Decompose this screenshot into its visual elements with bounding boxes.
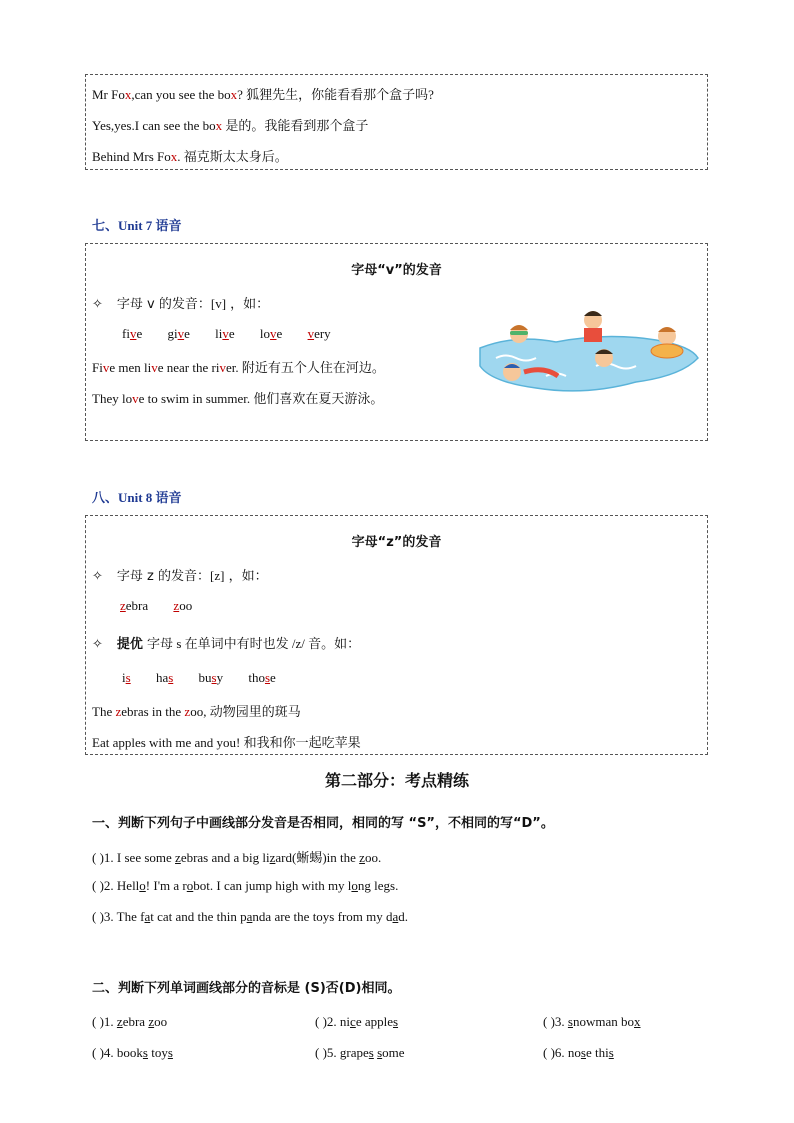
unit8-tip: ✧ 提优 字母 s 在单词中有时也发 /z/ 音。如： <box>92 636 361 652</box>
question1-item-1: ( )1. I see some zebras and a big lizard(蜥蜴)in the zoo. <box>92 850 382 865</box>
unit8-example-list <box>122 670 298 686</box>
unit8-sentence-1: The zebras in the zoo, 动物园里的斑马 <box>92 704 301 719</box>
question2-item-3: ( )3. snowman box <box>543 1014 641 1029</box>
diamond-bullet-icon: ✧ <box>92 569 103 584</box>
question2-item-5: ( )5. grapes some <box>315 1045 405 1060</box>
unit7-box <box>85 243 708 441</box>
diamond-bullet-icon: ✧ <box>92 637 103 652</box>
question1-item-2: ( )2. Hello! I'm a robot. I can jump high with my long legs. <box>92 878 399 893</box>
question2-item-4: ( )4. books toys <box>92 1045 173 1060</box>
unit8-rule: ✧ 字母 z 的发音：[z] ，如： <box>92 568 268 584</box>
v-word: give <box>167 326 190 341</box>
unit8-sentence-2: Eat apples with me and you! 和我和你一起吃苹果 <box>92 735 361 750</box>
swimming-children-illustration <box>476 306 701 398</box>
v-word: love <box>259 326 283 341</box>
diamond-bullet-icon: ✧ <box>92 297 103 312</box>
v-word: very <box>307 326 331 341</box>
s-word: has <box>155 670 174 685</box>
s-word: those <box>248 670 276 685</box>
part2-title: 第二部分：考点精练 <box>324 771 469 790</box>
unit7-heading: 七、Unit 7 语音 <box>92 218 182 233</box>
dialogue-line-3: Behind Mrs Fox. 福克斯太太身后。 <box>92 149 288 164</box>
dialogue-line-1: Mr Fox,can you see the box? 狐狸先生，你能看看那个盒子吗? <box>92 87 434 102</box>
dialogue-box <box>85 74 708 170</box>
question2-item-2: ( )2. nice apples <box>315 1014 399 1029</box>
unit8-word-list <box>120 598 214 614</box>
unit8-heading: 八、Unit 8 语音 <box>92 490 182 505</box>
z-word: zebra <box>120 598 149 613</box>
unit7-word-list <box>122 326 353 342</box>
unit7-sentence-2: They love to swim in summer. 他们喜欢在夏天游泳。 <box>92 391 384 406</box>
question2-heading: 二、判断下列单词画线部分的音标是 (S)否(D)相同。 <box>92 981 401 996</box>
question2-item-6: ( )6. nose this <box>543 1045 614 1060</box>
unit7-rule: ✧ 字母 v 的发音：[v] ，如： <box>92 296 270 312</box>
dialogue-line-2: Yes,yes.I can see the box 是的。我能看到那个盒子 <box>92 118 369 133</box>
s-word: is <box>122 670 131 685</box>
s-word: busy <box>198 670 224 685</box>
question1-item-3: ( )3. The fat cat and the thin panda are the toys from my dad. <box>92 909 409 924</box>
unit7-sentence-1: Five men live near the river. 附近有五个人住在河边。 <box>92 360 385 375</box>
question1-heading: 一、判断下列句子中画线部分发音是否相同，相同的写 “S”，不相同的写“D”。 <box>92 816 554 831</box>
z-word: zoo <box>173 598 193 613</box>
unit8-box <box>85 515 708 755</box>
question2-item-1: ( )1. zebra zoo <box>92 1014 168 1029</box>
unit7-box-title: 字母“v”的发音 <box>351 263 442 278</box>
v-word: five <box>122 326 143 341</box>
unit8-box-title: 字母“z”的发音 <box>351 535 442 550</box>
v-word: live <box>215 326 235 341</box>
